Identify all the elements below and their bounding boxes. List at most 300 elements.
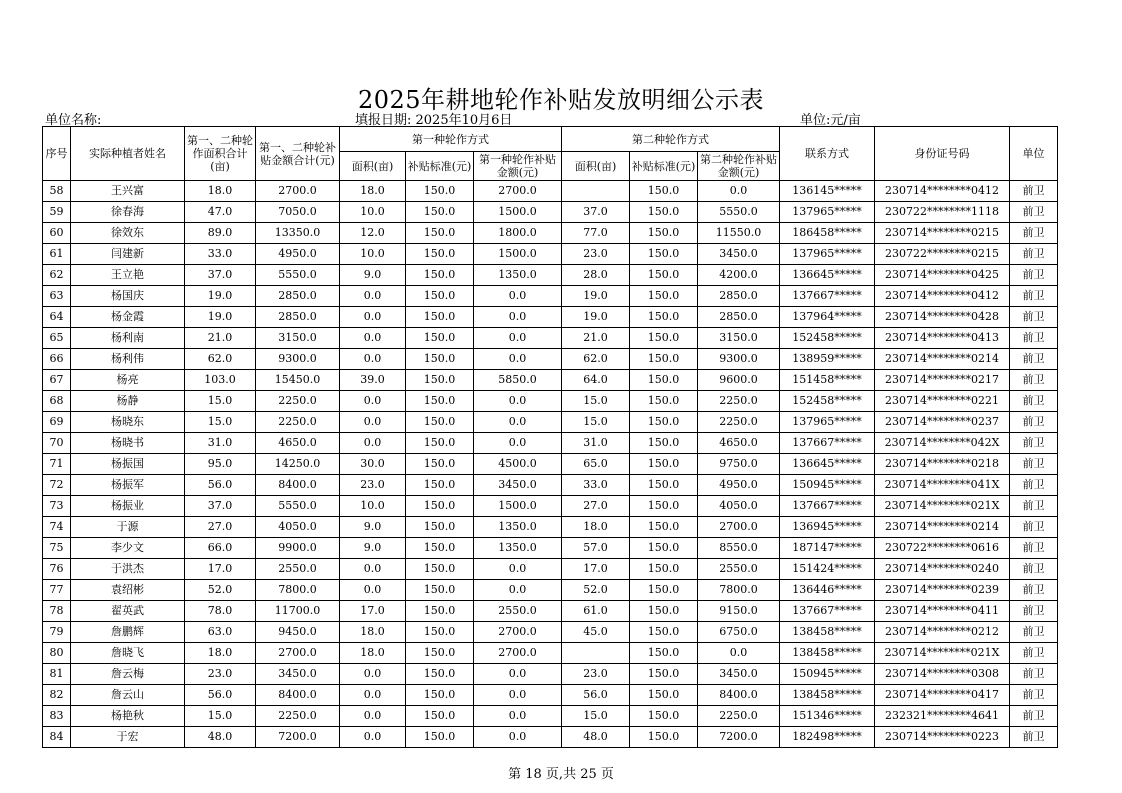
- cell-g1-area: 0.0: [340, 559, 406, 580]
- cell-g2-area: 57.0: [562, 538, 630, 559]
- cell-unit: 前卫: [1010, 307, 1058, 328]
- cell-contact: 150945*****: [780, 664, 875, 685]
- table-row: [43, 265, 1058, 286]
- cell-amount-total: 7800.0: [256, 580, 340, 601]
- header-g2-amount: 第二种轮作补贴金额(元): [698, 152, 780, 181]
- cell-g1-area: 9.0: [340, 517, 406, 538]
- cell-id: 230714********042X: [875, 433, 1010, 454]
- cell-g2-amount: 9750.0: [698, 454, 780, 475]
- cell-name: 李少文: [71, 538, 185, 559]
- cell-g2-area: 17.0: [562, 559, 630, 580]
- cell-seq: 76: [43, 559, 71, 580]
- cell-name: 詹云山: [71, 685, 185, 706]
- cell-g2-std: 150.0: [630, 412, 698, 433]
- table-row: [43, 328, 1058, 349]
- cell-g1-std: 150.0: [406, 454, 474, 475]
- table-row: [43, 244, 1058, 265]
- cell-id: 230714********0308: [875, 664, 1010, 685]
- cell-g2-area: [562, 181, 630, 202]
- cell-unit: 前卫: [1010, 265, 1058, 286]
- cell-g2-std: 150.0: [630, 433, 698, 454]
- cell-g2-area: 77.0: [562, 223, 630, 244]
- fill-date: 填报日期: 2025年10月6日: [355, 113, 513, 128]
- cell-amount-total: 14250.0: [256, 454, 340, 475]
- unit-label: 单位:元/亩: [800, 113, 861, 128]
- cell-g2-area: 19.0: [562, 307, 630, 328]
- cell-g2-amount: 2700.0: [698, 517, 780, 538]
- cell-area-total: 17.0: [185, 559, 256, 580]
- cell-amount-total: 9900.0: [256, 538, 340, 559]
- cell-contact: 136645*****: [780, 265, 875, 286]
- table-row: [43, 517, 1058, 538]
- cell-g1-area: 12.0: [340, 223, 406, 244]
- cell-g2-std: 150.0: [630, 664, 698, 685]
- cell-g2-amount: 4950.0: [698, 475, 780, 496]
- cell-g1-amount: 0.0: [474, 349, 562, 370]
- cell-unit: 前卫: [1010, 517, 1058, 538]
- cell-g2-area: 65.0: [562, 454, 630, 475]
- cell-name: 闫建新: [71, 244, 185, 265]
- cell-g1-amount: 1500.0: [474, 496, 562, 517]
- cell-g1-area: 39.0: [340, 370, 406, 391]
- table-row: [43, 685, 1058, 706]
- cell-amount-total: 4050.0: [256, 517, 340, 538]
- cell-amount-total: 9300.0: [256, 349, 340, 370]
- cell-g1-area: 0.0: [340, 580, 406, 601]
- header-contact: 联系方式: [780, 127, 875, 181]
- cell-amount-total: 2850.0: [256, 307, 340, 328]
- cell-amount-total: 2250.0: [256, 412, 340, 433]
- cell-contact: 136645*****: [780, 454, 875, 475]
- cell-name: 于洪杰: [71, 559, 185, 580]
- cell-unit: 前卫: [1010, 181, 1058, 202]
- cell-g1-amount: 0.0: [474, 685, 562, 706]
- cell-seq: 64: [43, 307, 71, 328]
- cell-g2-amount: 11550.0: [698, 223, 780, 244]
- cell-g1-amount: 2700.0: [474, 622, 562, 643]
- cell-seq: 62: [43, 265, 71, 286]
- table-row: [43, 643, 1058, 664]
- cell-unit: 前卫: [1010, 685, 1058, 706]
- cell-name: 詹鹏辉: [71, 622, 185, 643]
- page-footer: 第 18 页,共 25 页: [508, 767, 614, 782]
- cell-amount-total: 2550.0: [256, 559, 340, 580]
- cell-seq: 84: [43, 727, 71, 748]
- cell-seq: 61: [43, 244, 71, 265]
- cell-contact: 186458*****: [780, 223, 875, 244]
- cell-name: 于宏: [71, 727, 185, 748]
- header-g1-area: 面积(亩): [340, 152, 406, 181]
- cell-area-total: 15.0: [185, 412, 256, 433]
- cell-unit: 前卫: [1010, 370, 1058, 391]
- header-g2-std: 补贴标准(元): [630, 152, 698, 181]
- header-area-total: 第一、二种轮作面积合计(亩): [185, 127, 256, 181]
- cell-name: 詹云梅: [71, 664, 185, 685]
- cell-seq: 75: [43, 538, 71, 559]
- cell-id: 230714********0412: [875, 181, 1010, 202]
- cell-unit: 前卫: [1010, 727, 1058, 748]
- cell-g1-amount: 1500.0: [474, 244, 562, 265]
- cell-seq: 80: [43, 643, 71, 664]
- cell-g2-area: 62.0: [562, 349, 630, 370]
- cell-g2-amount: 3450.0: [698, 244, 780, 265]
- header-seq: 序号: [43, 127, 71, 181]
- cell-amount-total: 3150.0: [256, 328, 340, 349]
- cell-g1-area: 0.0: [340, 349, 406, 370]
- page-title: 2025年耕地轮作补贴发放明细公示表: [357, 86, 765, 114]
- cell-unit: 前卫: [1010, 559, 1058, 580]
- table-row: [43, 664, 1058, 685]
- cell-contact: 138458*****: [780, 643, 875, 664]
- cell-g2-area: 28.0: [562, 265, 630, 286]
- cell-name: 王兴富: [71, 181, 185, 202]
- cell-id: 230722********0215: [875, 244, 1010, 265]
- cell-g1-amount: 0.0: [474, 286, 562, 307]
- cell-g2-std: 150.0: [630, 496, 698, 517]
- table-row: [43, 307, 1058, 328]
- cell-name: 袁绍彬: [71, 580, 185, 601]
- cell-g1-std: 150.0: [406, 706, 474, 727]
- cell-g1-amount: 0.0: [474, 328, 562, 349]
- cell-g2-area: 15.0: [562, 391, 630, 412]
- cell-g2-std: 150.0: [630, 622, 698, 643]
- cell-name: 王立艳: [71, 265, 185, 286]
- cell-amount-total: 2700.0: [256, 181, 340, 202]
- cell-name: 杨亮: [71, 370, 185, 391]
- cell-amount-total: 13350.0: [256, 223, 340, 244]
- cell-unit: 前卫: [1010, 475, 1058, 496]
- cell-area-total: 19.0: [185, 286, 256, 307]
- cell-g1-amount: 0.0: [474, 307, 562, 328]
- cell-g2-amount: 3450.0: [698, 664, 780, 685]
- cell-unit: 前卫: [1010, 496, 1058, 517]
- cell-g1-amount: 1350.0: [474, 517, 562, 538]
- table-row: [43, 202, 1058, 223]
- cell-unit: 前卫: [1010, 412, 1058, 433]
- table-row: [43, 580, 1058, 601]
- cell-unit: 前卫: [1010, 580, 1058, 601]
- table-row: [43, 412, 1058, 433]
- cell-contact: 151458*****: [780, 370, 875, 391]
- cell-g2-amount: 2550.0: [698, 559, 780, 580]
- cell-g1-amount: 0.0: [474, 727, 562, 748]
- cell-area-total: 52.0: [185, 580, 256, 601]
- cell-g2-amount: 9150.0: [698, 601, 780, 622]
- cell-id: 230714********0217: [875, 370, 1010, 391]
- cell-g2-amount: 8400.0: [698, 685, 780, 706]
- cell-id: 232321********4641: [875, 706, 1010, 727]
- cell-g1-std: 150.0: [406, 601, 474, 622]
- cell-seq: 69: [43, 412, 71, 433]
- cell-id: 230714********0239: [875, 580, 1010, 601]
- cell-area-total: 27.0: [185, 517, 256, 538]
- cell-id: 230714********021X: [875, 496, 1010, 517]
- table-row: [43, 496, 1058, 517]
- table-row: [43, 349, 1058, 370]
- cell-id: 230714********0411: [875, 601, 1010, 622]
- cell-contact: 138959*****: [780, 349, 875, 370]
- cell-seq: 60: [43, 223, 71, 244]
- cell-name: 杨振业: [71, 496, 185, 517]
- cell-seq: 66: [43, 349, 71, 370]
- cell-g2-area: 33.0: [562, 475, 630, 496]
- cell-g1-area: 0.0: [340, 412, 406, 433]
- cell-area-total: 48.0: [185, 727, 256, 748]
- cell-g2-area: 21.0: [562, 328, 630, 349]
- table-row: [43, 454, 1058, 475]
- table-row: [43, 706, 1058, 727]
- cell-amount-total: 5550.0: [256, 265, 340, 286]
- table-row: [43, 181, 1058, 202]
- cell-g1-std: 150.0: [406, 685, 474, 706]
- cell-amount-total: 4950.0: [256, 244, 340, 265]
- cell-g1-amount: 1350.0: [474, 265, 562, 286]
- cell-contact: 138458*****: [780, 685, 875, 706]
- cell-name: 徐春海: [71, 202, 185, 223]
- cell-g2-amount: 2250.0: [698, 706, 780, 727]
- cell-name: 杨静: [71, 391, 185, 412]
- cell-g1-area: 17.0: [340, 601, 406, 622]
- cell-amount-total: 11700.0: [256, 601, 340, 622]
- cell-g2-std: 150.0: [630, 538, 698, 559]
- cell-g2-amount: 7200.0: [698, 727, 780, 748]
- subsidy-table: [42, 126, 1058, 748]
- cell-g1-amount: 1800.0: [474, 223, 562, 244]
- cell-area-total: 56.0: [185, 475, 256, 496]
- cell-contact: 138458*****: [780, 622, 875, 643]
- cell-g1-amount: 0.0: [474, 559, 562, 580]
- cell-g2-amount: 3150.0: [698, 328, 780, 349]
- cell-g1-std: 150.0: [406, 328, 474, 349]
- cell-g1-area: 18.0: [340, 181, 406, 202]
- header-unit: 单位: [1010, 127, 1058, 181]
- cell-g2-amount: 6750.0: [698, 622, 780, 643]
- cell-contact: 152458*****: [780, 391, 875, 412]
- cell-g1-std: 150.0: [406, 433, 474, 454]
- cell-id: 230722********0616: [875, 538, 1010, 559]
- cell-id: 230714********0221: [875, 391, 1010, 412]
- cell-amount-total: 5550.0: [256, 496, 340, 517]
- cell-g1-amount: 1350.0: [474, 538, 562, 559]
- cell-contact: 150945*****: [780, 475, 875, 496]
- cell-id: 230714********0417: [875, 685, 1010, 706]
- cell-unit: 前卫: [1010, 601, 1058, 622]
- cell-unit: 前卫: [1010, 349, 1058, 370]
- cell-g1-std: 150.0: [406, 412, 474, 433]
- cell-unit: 前卫: [1010, 328, 1058, 349]
- cell-name: 徐效东: [71, 223, 185, 244]
- cell-g1-area: 18.0: [340, 622, 406, 643]
- cell-name: 于源: [71, 517, 185, 538]
- cell-seq: 83: [43, 706, 71, 727]
- cell-contact: 152458*****: [780, 328, 875, 349]
- cell-g2-amount: 2850.0: [698, 307, 780, 328]
- cell-g2-std: 150.0: [630, 580, 698, 601]
- cell-g1-area: 30.0: [340, 454, 406, 475]
- table-row: [43, 538, 1058, 559]
- cell-g2-area: 15.0: [562, 706, 630, 727]
- cell-contact: 137667*****: [780, 433, 875, 454]
- table-row: [43, 727, 1058, 748]
- header-g1-std: 补贴标准(元): [406, 152, 474, 181]
- cell-area-total: 15.0: [185, 391, 256, 412]
- cell-area-total: 18.0: [185, 643, 256, 664]
- cell-g2-std: 150.0: [630, 454, 698, 475]
- cell-name: 杨国庆: [71, 286, 185, 307]
- cell-g1-amount: 2700.0: [474, 181, 562, 202]
- cell-unit: 前卫: [1010, 202, 1058, 223]
- cell-unit: 前卫: [1010, 286, 1058, 307]
- cell-g2-area: 52.0: [562, 580, 630, 601]
- cell-amount-total: 2250.0: [256, 706, 340, 727]
- cell-g1-area: 9.0: [340, 265, 406, 286]
- cell-area-total: 31.0: [185, 433, 256, 454]
- cell-g2-area: 23.0: [562, 244, 630, 265]
- cell-g2-std: 150.0: [630, 685, 698, 706]
- cell-g1-area: 10.0: [340, 496, 406, 517]
- cell-g2-std: 150.0: [630, 265, 698, 286]
- cell-seq: 70: [43, 433, 71, 454]
- cell-g1-area: 0.0: [340, 328, 406, 349]
- cell-g2-area: 15.0: [562, 412, 630, 433]
- table-row: [43, 433, 1058, 454]
- cell-g2-std: 150.0: [630, 706, 698, 727]
- cell-amount-total: 4650.0: [256, 433, 340, 454]
- cell-id: 230714********0218: [875, 454, 1010, 475]
- cell-g1-amount: 0.0: [474, 391, 562, 412]
- cell-id: 230714********0214: [875, 349, 1010, 370]
- cell-g2-area: 48.0: [562, 727, 630, 748]
- cell-id: 230714********0214: [875, 517, 1010, 538]
- cell-g2-std: 150.0: [630, 223, 698, 244]
- cell-name: 詹晓飞: [71, 643, 185, 664]
- cell-contact: 182498*****: [780, 727, 875, 748]
- cell-g1-area: 0.0: [340, 664, 406, 685]
- cell-amount-total: 2850.0: [256, 286, 340, 307]
- cell-area-total: 56.0: [185, 685, 256, 706]
- cell-seq: 65: [43, 328, 71, 349]
- cell-g2-area: 18.0: [562, 517, 630, 538]
- cell-name: 杨晓东: [71, 412, 185, 433]
- cell-unit: 前卫: [1010, 706, 1058, 727]
- cell-seq: 78: [43, 601, 71, 622]
- cell-id: 230714********041X: [875, 475, 1010, 496]
- cell-area-total: 62.0: [185, 349, 256, 370]
- cell-g1-std: 150.0: [406, 307, 474, 328]
- cell-area-total: 21.0: [185, 328, 256, 349]
- cell-seq: 72: [43, 475, 71, 496]
- cell-g1-area: 0.0: [340, 307, 406, 328]
- cell-g1-area: 10.0: [340, 202, 406, 223]
- cell-seq: 77: [43, 580, 71, 601]
- cell-amount-total: 7200.0: [256, 727, 340, 748]
- cell-g1-area: 9.0: [340, 538, 406, 559]
- cell-g2-area: 27.0: [562, 496, 630, 517]
- cell-seq: 58: [43, 181, 71, 202]
- table-row: [43, 475, 1058, 496]
- cell-unit: 前卫: [1010, 538, 1058, 559]
- cell-seq: 67: [43, 370, 71, 391]
- cell-area-total: 15.0: [185, 706, 256, 727]
- cell-contact: 137965*****: [780, 202, 875, 223]
- cell-g2-std: 150.0: [630, 643, 698, 664]
- cell-contact: 187147*****: [780, 538, 875, 559]
- cell-g2-area: 37.0: [562, 202, 630, 223]
- cell-g2-amount: 2850.0: [698, 286, 780, 307]
- cell-g2-std: 150.0: [630, 202, 698, 223]
- cell-unit: 前卫: [1010, 454, 1058, 475]
- header-g2-area: 面积(亩): [562, 152, 630, 181]
- cell-g1-std: 150.0: [406, 202, 474, 223]
- cell-area-total: 78.0: [185, 601, 256, 622]
- cell-amount-total: 8400.0: [256, 685, 340, 706]
- cell-contact: 137667*****: [780, 286, 875, 307]
- cell-area-total: 103.0: [185, 370, 256, 391]
- cell-g1-area: 0.0: [340, 685, 406, 706]
- cell-g1-amount: 2550.0: [474, 601, 562, 622]
- table-row: [43, 286, 1058, 307]
- header-name: 实际种植者姓名: [71, 127, 185, 181]
- cell-amount-total: 2250.0: [256, 391, 340, 412]
- cell-g2-amount: 4050.0: [698, 496, 780, 517]
- cell-g1-std: 150.0: [406, 370, 474, 391]
- cell-unit: 前卫: [1010, 223, 1058, 244]
- cell-g1-area: 0.0: [340, 727, 406, 748]
- cell-unit: 前卫: [1010, 622, 1058, 643]
- cell-g1-std: 150.0: [406, 727, 474, 748]
- cell-g1-amount: 5850.0: [474, 370, 562, 391]
- cell-g1-amount: 0.0: [474, 580, 562, 601]
- cell-g2-amount: 9600.0: [698, 370, 780, 391]
- cell-area-total: 89.0: [185, 223, 256, 244]
- cell-amount-total: 8400.0: [256, 475, 340, 496]
- cell-g2-area: [562, 643, 630, 664]
- cell-contact: 136945*****: [780, 517, 875, 538]
- cell-g2-area: 45.0: [562, 622, 630, 643]
- cell-g2-amount: 0.0: [698, 181, 780, 202]
- cell-unit: 前卫: [1010, 433, 1058, 454]
- cell-area-total: 37.0: [185, 265, 256, 286]
- table-row: [43, 559, 1058, 580]
- cell-seq: 74: [43, 517, 71, 538]
- cell-g1-amount: 0.0: [474, 412, 562, 433]
- header-g1-amount: 第一种轮作补贴金额(元): [474, 152, 562, 181]
- cell-g1-amount: 4500.0: [474, 454, 562, 475]
- table-body: [43, 181, 1058, 748]
- cell-contact: 151424*****: [780, 559, 875, 580]
- cell-g2-area: 61.0: [562, 601, 630, 622]
- cell-area-total: 19.0: [185, 307, 256, 328]
- cell-name: 杨振国: [71, 454, 185, 475]
- cell-g2-area: 31.0: [562, 433, 630, 454]
- cell-g1-std: 150.0: [406, 496, 474, 517]
- cell-id: 230714********0240: [875, 559, 1010, 580]
- cell-g1-area: 10.0: [340, 244, 406, 265]
- cell-g1-amount: 0.0: [474, 433, 562, 454]
- cell-g1-std: 150.0: [406, 538, 474, 559]
- cell-g2-amount: 2250.0: [698, 412, 780, 433]
- cell-g2-std: 150.0: [630, 727, 698, 748]
- cell-g2-std: 150.0: [630, 244, 698, 265]
- cell-g1-std: 150.0: [406, 517, 474, 538]
- cell-g2-amount: 4200.0: [698, 265, 780, 286]
- cell-g2-std: 150.0: [630, 391, 698, 412]
- cell-g1-std: 150.0: [406, 559, 474, 580]
- cell-g2-std: 150.0: [630, 181, 698, 202]
- header-amount-total: 第一、二种轮补贴金额合计(元): [256, 127, 340, 181]
- cell-area-total: 18.0: [185, 181, 256, 202]
- cell-contact: 137965*****: [780, 244, 875, 265]
